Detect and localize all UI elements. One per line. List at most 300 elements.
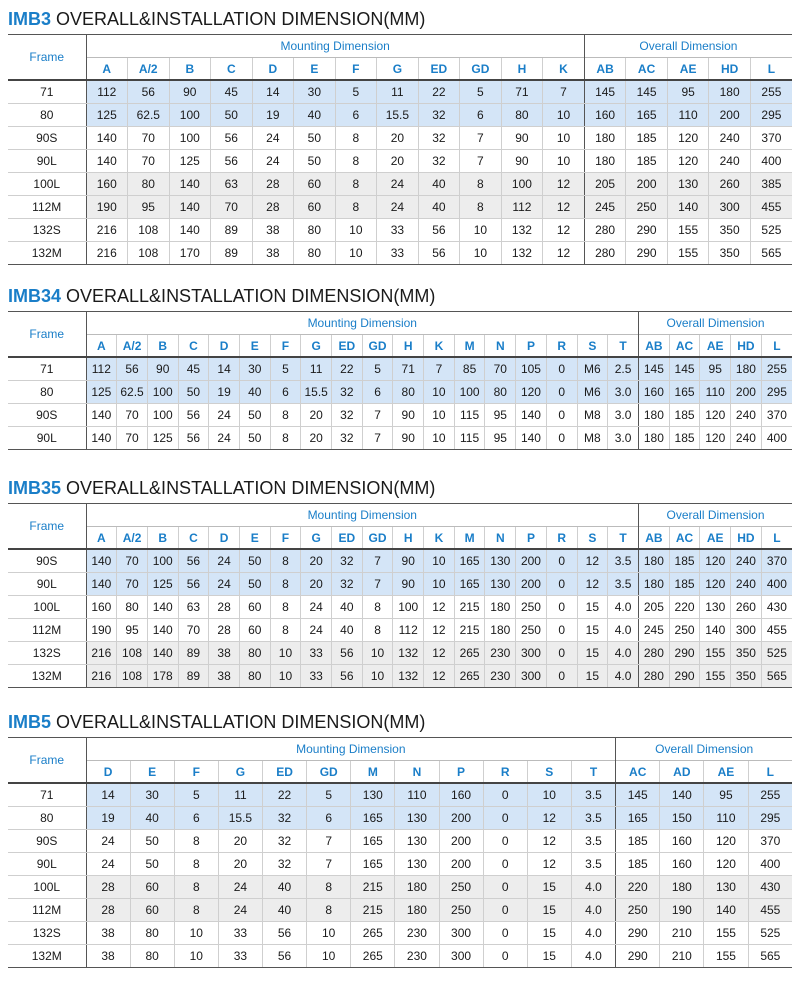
value-cell: 7	[543, 80, 585, 104]
value-cell: 70	[211, 196, 253, 219]
value-cell: 185	[669, 573, 700, 596]
value-cell: 108	[128, 242, 170, 265]
value-cell: 240	[731, 404, 762, 427]
value-cell: 90	[147, 357, 178, 381]
value-cell: 50	[294, 127, 336, 150]
value-cell: 455	[750, 196, 792, 219]
value-cell: 290	[616, 922, 660, 945]
column-header: K	[543, 58, 585, 81]
value-cell: 7	[307, 830, 351, 853]
frame-cell: 80	[8, 381, 86, 404]
value-cell: 155	[667, 219, 709, 242]
value-cell: 7	[362, 427, 393, 450]
value-cell: M8	[577, 427, 608, 450]
value-cell: 400	[761, 427, 792, 450]
frame-cell: 71	[8, 783, 86, 807]
value-cell: 200	[626, 173, 668, 196]
value-cell: 56	[332, 665, 363, 688]
value-cell: 60	[130, 899, 174, 922]
value-cell: 216	[86, 219, 128, 242]
column-header: F	[174, 761, 218, 784]
value-cell: 130	[351, 783, 395, 807]
value-cell: 250	[516, 619, 547, 642]
value-cell: 180	[639, 427, 670, 450]
value-cell: 6	[174, 807, 218, 830]
value-cell: 56	[178, 549, 209, 573]
value-cell: 0	[546, 427, 577, 450]
value-cell: 12	[424, 642, 455, 665]
section-title-text: OVERALL&INSTALLATION DIMENSION(MM)	[51, 9, 426, 29]
value-cell: 10	[424, 573, 455, 596]
column-header: AE	[704, 761, 748, 784]
frame-header: Frame	[8, 738, 86, 784]
value-cell: 14	[252, 80, 294, 104]
value-cell: 215	[351, 899, 395, 922]
column-header: H	[393, 527, 424, 550]
column-header: AE	[667, 58, 709, 81]
value-cell: 120	[700, 404, 731, 427]
column-header: N	[485, 335, 516, 358]
value-cell: 33	[377, 219, 419, 242]
overall-dimension-header: Overall Dimension	[616, 738, 793, 761]
value-cell: 50	[294, 150, 336, 173]
value-cell: 10	[362, 665, 393, 688]
mounting-dimension-header: Mounting Dimension	[86, 738, 616, 761]
table-row	[8, 80, 792, 104]
value-cell: 132	[393, 665, 424, 688]
value-cell: 300	[731, 619, 762, 642]
section-code: IMB3	[8, 9, 52, 29]
value-cell: 125	[147, 573, 178, 596]
value-cell: 24	[377, 173, 419, 196]
value-cell: 10	[270, 665, 301, 688]
value-cell: 32	[418, 150, 460, 173]
table-row	[8, 219, 792, 242]
column-header: T	[608, 527, 639, 550]
value-cell: 110	[704, 807, 748, 830]
value-cell: 7	[460, 127, 502, 150]
value-cell: 200	[516, 573, 547, 596]
value-cell: 350	[731, 665, 762, 688]
column-header: AE	[700, 335, 731, 358]
value-cell: 130	[395, 853, 439, 876]
value-cell: 100	[147, 404, 178, 427]
value-cell: 20	[377, 150, 419, 173]
value-cell: 255	[750, 80, 792, 104]
value-cell: 140	[147, 596, 178, 619]
value-cell: 50	[211, 104, 253, 127]
frame-cell: 90S	[8, 404, 86, 427]
value-cell: 290	[626, 242, 668, 265]
value-cell: 6	[307, 807, 351, 830]
frame-cell: 80	[8, 807, 86, 830]
value-cell: 80	[239, 665, 270, 688]
value-cell: 10	[424, 381, 455, 404]
value-cell: 140	[86, 404, 117, 427]
value-cell: 120	[704, 853, 748, 876]
value-cell: 125	[86, 104, 128, 127]
value-cell: 6	[335, 104, 377, 127]
value-cell: 245	[639, 619, 670, 642]
value-cell: 250	[616, 899, 660, 922]
table-row	[8, 127, 792, 150]
value-cell: 11	[301, 357, 332, 381]
value-cell: 20	[377, 127, 419, 150]
value-cell: 56	[418, 242, 460, 265]
frame-cell: 132S	[8, 642, 86, 665]
column-header: D	[86, 761, 130, 784]
value-cell: 15	[527, 899, 571, 922]
value-cell: 140	[86, 549, 117, 573]
value-cell: 145	[626, 80, 668, 104]
value-cell: 95	[704, 783, 748, 807]
column-header: D	[209, 335, 240, 358]
value-cell: 215	[351, 876, 395, 899]
value-cell: 10	[424, 427, 455, 450]
value-cell: 33	[218, 922, 262, 945]
value-cell: 290	[669, 665, 700, 688]
column-header: A	[86, 335, 117, 358]
table-row	[8, 807, 792, 830]
value-cell: 130	[704, 876, 748, 899]
value-cell: 12	[527, 807, 571, 830]
value-cell: 180	[639, 573, 670, 596]
frame-cell: 100L	[8, 173, 86, 196]
value-cell: 50	[239, 404, 270, 427]
value-cell: 230	[395, 945, 439, 968]
value-cell: 160	[639, 381, 670, 404]
value-cell: 260	[731, 596, 762, 619]
value-cell: 2.5	[608, 357, 639, 381]
value-cell: 295	[748, 807, 792, 830]
value-cell: 56	[178, 573, 209, 596]
value-cell: 15	[577, 619, 608, 642]
value-cell: 265	[454, 665, 485, 688]
value-cell: 205	[584, 173, 626, 196]
value-cell: 300	[516, 642, 547, 665]
value-cell: M8	[577, 404, 608, 427]
value-cell: 185	[616, 853, 660, 876]
value-cell: 565	[761, 665, 792, 688]
value-cell: 50	[239, 549, 270, 573]
value-cell: 120	[516, 381, 547, 404]
value-cell: 165	[454, 573, 485, 596]
value-cell: 3.5	[571, 807, 615, 830]
value-cell: 280	[584, 219, 626, 242]
value-cell: 90	[393, 549, 424, 573]
value-cell: 140	[704, 899, 748, 922]
column-header: D	[252, 58, 294, 81]
value-cell: 90	[393, 427, 424, 450]
value-cell: 290	[616, 945, 660, 968]
value-cell: 295	[761, 381, 792, 404]
value-cell: 3.0	[608, 381, 639, 404]
value-cell: M6	[577, 357, 608, 381]
column-header: F	[335, 58, 377, 81]
value-cell: 180	[485, 619, 516, 642]
value-cell: 24	[86, 853, 130, 876]
section-title	[8, 473, 792, 503]
value-cell: 15	[577, 596, 608, 619]
value-cell: 24	[209, 549, 240, 573]
value-cell: 0	[546, 619, 577, 642]
value-cell: 80	[117, 596, 148, 619]
value-cell: 10	[362, 642, 393, 665]
table-row	[8, 619, 792, 642]
value-cell: 10	[543, 127, 585, 150]
value-cell: 8	[362, 619, 393, 642]
value-cell: 370	[761, 404, 792, 427]
value-cell: 15	[527, 945, 571, 968]
section-title-text: OVERALL&INSTALLATION DIMENSION(MM)	[51, 712, 426, 732]
value-cell: 200	[439, 853, 483, 876]
value-cell: 19	[252, 104, 294, 127]
value-cell: 12	[543, 219, 585, 242]
value-cell: 200	[439, 807, 483, 830]
value-cell: 155	[704, 945, 748, 968]
value-cell: 56	[178, 427, 209, 450]
value-cell: 185	[669, 427, 700, 450]
value-cell: 56	[263, 922, 307, 945]
value-cell: 70	[117, 427, 148, 450]
value-cell: 525	[748, 922, 792, 945]
value-cell: 185	[669, 404, 700, 427]
value-cell: 80	[239, 642, 270, 665]
overall-dimension-header: Overall Dimension	[584, 35, 792, 58]
value-cell: 89	[211, 219, 253, 242]
column-header: N	[485, 527, 516, 550]
section-imb5	[8, 707, 792, 968]
value-cell: 250	[626, 196, 668, 219]
value-cell: 24	[86, 830, 130, 853]
value-cell: 24	[218, 899, 262, 922]
value-cell: 160	[660, 830, 704, 853]
value-cell: 230	[485, 642, 516, 665]
value-cell: 230	[395, 922, 439, 945]
value-cell: 3.5	[608, 573, 639, 596]
table-row	[8, 783, 792, 807]
column-header: F	[270, 335, 301, 358]
value-cell: 7	[424, 357, 455, 381]
column-header: N	[395, 761, 439, 784]
value-cell: 0	[483, 876, 527, 899]
value-cell: 90	[501, 150, 543, 173]
value-cell: 190	[660, 899, 704, 922]
value-cell: 140	[516, 427, 547, 450]
value-cell: 32	[332, 404, 363, 427]
value-cell: 290	[626, 219, 668, 242]
value-cell: 112	[501, 196, 543, 219]
value-cell: 4.0	[571, 945, 615, 968]
value-cell: 62.5	[117, 381, 148, 404]
frame-cell: 90L	[8, 150, 86, 173]
value-cell: 200	[439, 830, 483, 853]
value-cell: 10	[270, 642, 301, 665]
table-row	[8, 899, 792, 922]
value-cell: 300	[439, 922, 483, 945]
value-cell: 120	[667, 150, 709, 173]
column-header: H	[501, 58, 543, 81]
value-cell: 180	[639, 549, 670, 573]
value-cell: 20	[218, 830, 262, 853]
value-cell: M6	[577, 381, 608, 404]
value-cell: 60	[239, 596, 270, 619]
value-cell: 200	[709, 104, 751, 127]
value-cell: 15	[527, 922, 571, 945]
value-cell: 38	[209, 642, 240, 665]
value-cell: 300	[709, 196, 751, 219]
value-cell: 265	[351, 945, 395, 968]
column-header: K	[424, 527, 455, 550]
value-cell: 165	[669, 381, 700, 404]
column-header: C	[178, 335, 209, 358]
value-cell: 70	[117, 404, 148, 427]
column-header: E	[239, 527, 270, 550]
value-cell: 0	[483, 853, 527, 876]
value-cell: 5	[335, 80, 377, 104]
value-cell: 20	[218, 853, 262, 876]
value-cell: 3.0	[608, 427, 639, 450]
frame-cell: 112M	[8, 899, 86, 922]
frame-cell: 132S	[8, 219, 86, 242]
value-cell: 19	[209, 381, 240, 404]
value-cell: 8	[270, 404, 301, 427]
value-cell: 185	[626, 127, 668, 150]
value-cell: 40	[332, 596, 363, 619]
value-cell: 300	[516, 665, 547, 688]
value-cell: 250	[669, 619, 700, 642]
value-cell: 140	[169, 219, 211, 242]
value-cell: 45	[178, 357, 209, 381]
value-cell: 400	[750, 150, 792, 173]
value-cell: 28	[209, 596, 240, 619]
value-cell: 10	[543, 150, 585, 173]
value-cell: 28	[209, 619, 240, 642]
value-cell: 50	[178, 381, 209, 404]
value-cell: 108	[117, 642, 148, 665]
table-row	[8, 642, 792, 665]
value-cell: 15	[577, 665, 608, 688]
value-cell: 32	[418, 104, 460, 127]
value-cell: 24	[209, 404, 240, 427]
value-cell: 120	[667, 127, 709, 150]
value-cell: 220	[616, 876, 660, 899]
value-cell: 0	[546, 665, 577, 688]
column-header: AC	[669, 527, 700, 550]
value-cell: 265	[454, 642, 485, 665]
column-header: P	[439, 761, 483, 784]
value-cell: 33	[301, 665, 332, 688]
value-cell: 130	[395, 807, 439, 830]
column-header: GD	[362, 527, 393, 550]
value-cell: 71	[501, 80, 543, 104]
table-row	[8, 427, 792, 450]
column-header: ED	[263, 761, 307, 784]
table-row	[8, 404, 792, 427]
value-cell: 150	[660, 807, 704, 830]
mounting-dimension-header: Mounting Dimension	[86, 312, 639, 335]
value-cell: 250	[516, 596, 547, 619]
value-cell: 155	[700, 642, 731, 665]
value-cell: 160	[660, 853, 704, 876]
value-cell: 38	[209, 665, 240, 688]
value-cell: 8	[270, 596, 301, 619]
value-cell: 12	[424, 665, 455, 688]
value-cell: 56	[263, 945, 307, 968]
value-cell: 14	[86, 783, 130, 807]
column-header: G	[218, 761, 262, 784]
value-cell: 430	[761, 596, 792, 619]
value-cell: 8	[335, 150, 377, 173]
column-header: F	[270, 527, 301, 550]
value-cell: 8	[174, 899, 218, 922]
value-cell: 140	[147, 619, 178, 642]
frame-cell: 100L	[8, 876, 86, 899]
table-row	[8, 853, 792, 876]
section-title	[8, 4, 792, 34]
value-cell: 3.5	[571, 830, 615, 853]
value-cell: 32	[332, 549, 363, 573]
column-header: A	[86, 58, 128, 81]
value-cell: 125	[169, 150, 211, 173]
value-cell: 170	[169, 242, 211, 265]
value-cell: 62.5	[128, 104, 170, 127]
value-cell: 215	[454, 619, 485, 642]
column-header: GD	[460, 58, 502, 81]
value-cell: 89	[178, 665, 209, 688]
value-cell: 220	[669, 596, 700, 619]
value-cell: 105	[516, 357, 547, 381]
value-cell: 90	[501, 127, 543, 150]
value-cell: 110	[395, 783, 439, 807]
value-cell: 56	[211, 127, 253, 150]
value-cell: 132	[393, 642, 424, 665]
value-cell: 155	[704, 922, 748, 945]
column-header: L	[748, 761, 792, 784]
column-header: G	[301, 527, 332, 550]
value-cell: 0	[483, 922, 527, 945]
value-cell: 50	[239, 573, 270, 596]
value-cell: 70	[117, 549, 148, 573]
table-row	[8, 242, 792, 265]
value-cell: 3.5	[571, 853, 615, 876]
column-header: GD	[362, 335, 393, 358]
column-header: R	[546, 335, 577, 358]
value-cell: 160	[86, 173, 128, 196]
frame-cell: 132S	[8, 922, 86, 945]
value-cell: 8	[335, 196, 377, 219]
value-cell: 185	[626, 150, 668, 173]
value-cell: 60	[294, 196, 336, 219]
value-cell: 45	[211, 80, 253, 104]
value-cell: 5	[270, 357, 301, 381]
value-cell: 100	[393, 596, 424, 619]
value-cell: 265	[351, 922, 395, 945]
value-cell: 7	[362, 549, 393, 573]
value-cell: 180	[660, 876, 704, 899]
value-cell: 455	[761, 619, 792, 642]
value-cell: 0	[546, 642, 577, 665]
column-header: P	[516, 335, 547, 358]
value-cell: 210	[660, 945, 704, 968]
value-cell: 8	[307, 876, 351, 899]
dimension-table	[8, 311, 792, 450]
value-cell: 70	[485, 357, 516, 381]
value-cell: 6	[460, 104, 502, 127]
column-header: AE	[700, 527, 731, 550]
value-cell: 140	[147, 642, 178, 665]
value-cell: 180	[639, 404, 670, 427]
